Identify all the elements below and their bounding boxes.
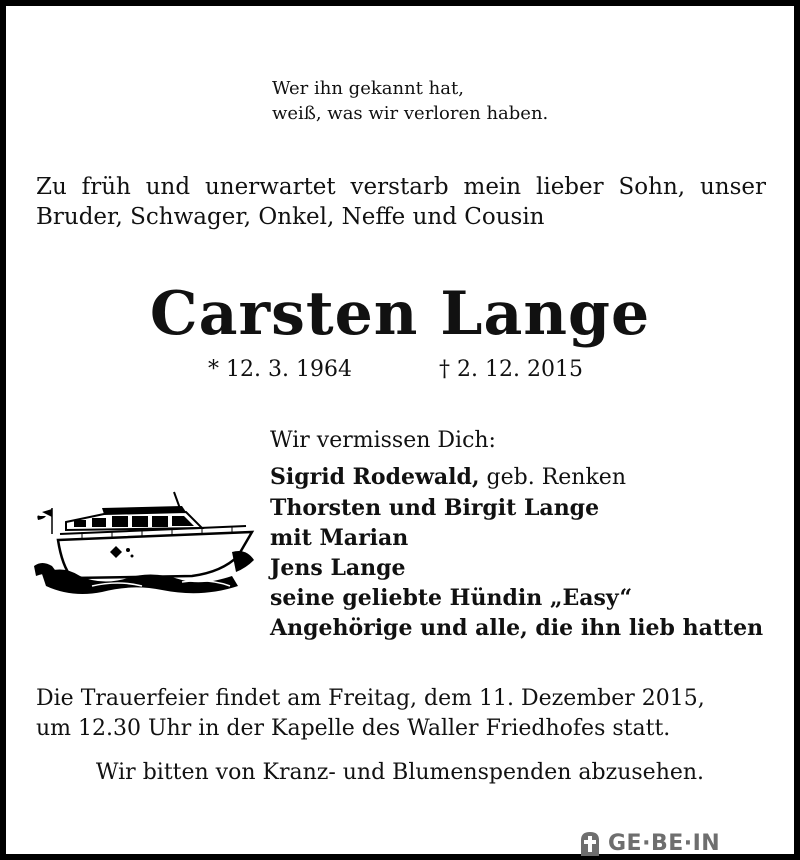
intro-text (36, 172, 766, 232)
mourner-name: Sigrid Rodewald, (270, 464, 480, 490)
mourner-line-3: mit Marian (270, 525, 409, 551)
service-line-1: Die Trauerfeier findet am Freitag, dem 11. Dezember 2015, (36, 686, 705, 711)
mourner-maiden-name: geb. Renken (479, 465, 626, 490)
birth-date: * 12. 3. 1964 (208, 357, 352, 382)
intro-line-2: Bruder, Schwager, Onkel, Neffe und Cousin (36, 204, 545, 230)
death-date: † 2. 12. 2015 (439, 357, 583, 382)
flower-request: Wir bitten von Kranz- und Blumenspenden abzusehen. (95, 760, 705, 785)
mourner-line-1 (270, 462, 763, 493)
gebein-logo-icon (578, 830, 602, 856)
mourners-list (270, 462, 763, 643)
motto (272, 76, 548, 126)
gebein-logo-text: GE·BE·IN (608, 830, 721, 856)
funeral-service-info (36, 684, 705, 744)
mourner-line-6: Angehörige und alle, die ihn lieb hatten (270, 615, 764, 641)
mourner-line-5: seine geliebte Hündin „Easy“ (270, 585, 633, 611)
intro-line-1: Zu früh und unerwartet verstarb mein lieber Sohn, unser (36, 174, 766, 200)
gebein-logo (578, 829, 720, 857)
mourner-line-2: Thorsten und Birgit Lange (270, 495, 600, 521)
motto-line-2: weiß, was wir verloren haben. (272, 103, 549, 124)
deceased-name: Carsten Lange (149, 279, 651, 349)
mourners-heading: Wir vermissen Dich: (270, 428, 496, 453)
mourner-line-4: Jens Lange (270, 555, 406, 581)
motto-line-1: Wer ihn gekannt hat, (272, 78, 464, 99)
service-line-2: um 12.30 Uhr in der Kapelle des Waller Friedhofes statt. (36, 716, 671, 741)
motor-yacht-icon (32, 486, 258, 598)
